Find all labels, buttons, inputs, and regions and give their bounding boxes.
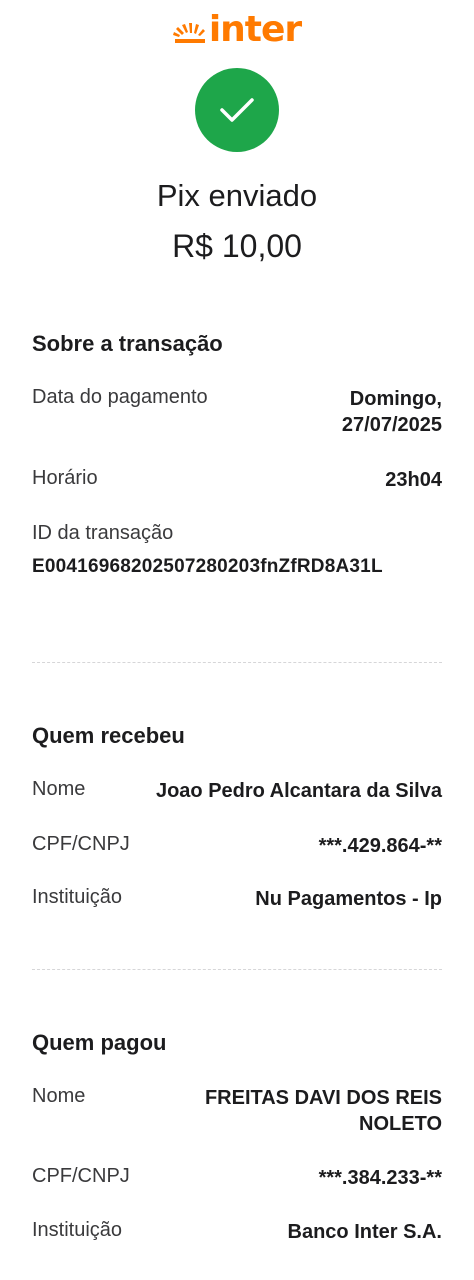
- receiver-doc-label: CPF/CNPJ: [32, 833, 130, 855]
- inter-sun-icon: [173, 15, 207, 45]
- payer-institution-row: [32, 1219, 442, 1245]
- payer-name-label: Nome: [32, 1085, 86, 1107]
- transfer-amount: R$ 10,00: [172, 228, 302, 264]
- payer-institution-value: Banco Inter S.A.: [287, 1221, 442, 1243]
- brand-name: inter: [208, 9, 302, 50]
- inter-logo: [0, 9, 474, 50]
- payer-name-row: [32, 1085, 442, 1137]
- receiver-name-row: [32, 778, 442, 804]
- receiver-institution-row: [32, 886, 442, 912]
- time-row: [32, 467, 442, 493]
- receiver-doc-row: [32, 833, 442, 859]
- time-label: Horário: [32, 467, 98, 489]
- transaction-id-value: E00416968202507280203fnZfRD8A31L: [32, 556, 383, 577]
- payer-doc-row: [32, 1165, 442, 1191]
- payer-section-title: Quem pagou: [32, 1030, 167, 1055]
- receiver-institution-value: Nu Pagamentos - Ip: [255, 888, 442, 910]
- payer-doc-value: ***.384.233-**: [318, 1167, 442, 1189]
- receiver-doc-value: ***.429.864-**: [318, 835, 442, 857]
- section-divider: [32, 662, 442, 663]
- transaction-section-title: Sobre a transação: [32, 331, 223, 356]
- payer-name-value: FREITAS DAVI DOS REIS NOLETO: [204, 1087, 442, 1135]
- payment-date-value: Domingo, 27/07/2025: [341, 388, 442, 436]
- time-value: 23h04: [385, 469, 442, 491]
- check-icon: [218, 95, 256, 125]
- receiver-name-label: Nome: [32, 778, 86, 800]
- payer-institution-label: Instituição: [32, 1219, 123, 1241]
- payment-date-row: [32, 386, 442, 438]
- receiver-name-value: Joao Pedro Alcantara da Silva: [155, 780, 442, 802]
- payment-date-label: Data do pagamento: [32, 386, 208, 408]
- receiver-institution-label: Instituição: [32, 886, 123, 908]
- status-title: Pix enviado: [156, 178, 318, 213]
- transaction-id-label: ID da transação: [32, 522, 174, 544]
- payer-doc-label: CPF/CNPJ: [32, 1165, 130, 1187]
- receiver-section-title: Quem recebeu: [32, 723, 185, 748]
- section-divider: [32, 969, 442, 970]
- success-badge: [195, 68, 279, 152]
